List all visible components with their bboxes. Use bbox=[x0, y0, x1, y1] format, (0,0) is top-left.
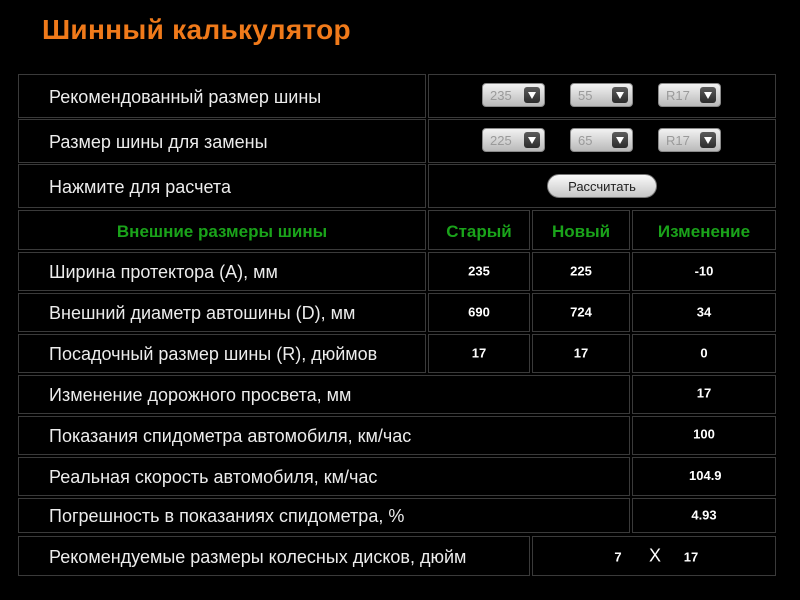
result-label: Реальная скорость автомобиля, км/час bbox=[49, 467, 378, 487]
recommended-label: Рекомендованный размер шины bbox=[49, 87, 322, 107]
header-new: Новый bbox=[551, 222, 611, 241]
rim-row bbox=[18, 536, 530, 576]
row-old-value: 690 bbox=[468, 304, 490, 320]
replacement-select-cell bbox=[428, 119, 776, 163]
result-value-cell bbox=[632, 457, 776, 496]
recommended-profile-value: 55 bbox=[578, 88, 593, 103]
recommended-rim-select[interactable] bbox=[658, 83, 721, 107]
rim-diameter-value: 17 bbox=[683, 549, 699, 565]
page-title: Шинный калькулятор bbox=[42, 14, 351, 45]
calculate-button[interactable]: Рассчитать bbox=[547, 174, 657, 198]
row-change-value: -10 bbox=[694, 263, 714, 279]
result-value: 17 bbox=[696, 385, 712, 401]
chevron-down-icon bbox=[700, 132, 716, 148]
replacement-label-cell bbox=[18, 119, 426, 163]
chevron-down-icon bbox=[700, 87, 716, 103]
replacement-profile-value: 65 bbox=[578, 133, 593, 148]
header-old: Старый bbox=[446, 222, 512, 241]
result-value: 104.9 bbox=[689, 468, 722, 483]
row-old-value: 17 bbox=[471, 345, 487, 361]
row-new-value: 724 bbox=[570, 304, 592, 320]
row-label: Внешний диаметр автошины (D), мм bbox=[49, 303, 356, 323]
replacement-rim-value: R17 bbox=[666, 133, 690, 148]
row-change-value: 34 bbox=[696, 304, 712, 320]
recommended-select-cell bbox=[428, 74, 776, 118]
result-row bbox=[18, 416, 630, 455]
header-dimensions: Внешние размеры шины bbox=[116, 222, 328, 241]
chevron-down-icon bbox=[524, 87, 540, 103]
result-row bbox=[18, 498, 630, 533]
replacement-width-value: 225 bbox=[490, 133, 512, 148]
table-row bbox=[18, 252, 426, 291]
row-new-value: 225 bbox=[570, 263, 592, 279]
rim-separator: X bbox=[648, 545, 662, 566]
replacement-label: Размер шины для замены bbox=[49, 132, 268, 152]
row-label: Ширина протектора (A), мм bbox=[49, 262, 278, 282]
row-change-value: 0 bbox=[700, 345, 708, 361]
recommended-label-cell bbox=[18, 74, 426, 118]
rim-label: Рекомендуемые размеры колесных дисков, дюйм bbox=[49, 547, 467, 567]
result-row bbox=[18, 457, 630, 496]
result-row bbox=[18, 375, 630, 414]
chevron-down-icon bbox=[524, 132, 540, 148]
rim-width-value: 7 bbox=[614, 549, 622, 565]
replacement-profile-select[interactable] bbox=[570, 128, 633, 152]
recommended-width-select[interactable] bbox=[482, 83, 545, 107]
table-row bbox=[18, 293, 426, 332]
result-label: Показания спидометра автомобиля, км/час bbox=[49, 426, 412, 446]
row-new-value: 17 bbox=[573, 345, 589, 361]
row-old-value: 235 bbox=[468, 263, 490, 279]
replacement-width-select[interactable] bbox=[482, 128, 545, 152]
chevron-down-icon bbox=[612, 132, 628, 148]
result-value: 4.93 bbox=[691, 507, 717, 523]
chevron-down-icon bbox=[612, 87, 628, 103]
table-row bbox=[18, 334, 426, 373]
result-label: Изменение дорожного просвета, мм bbox=[49, 385, 352, 405]
calc-label: Нажмите для расчета bbox=[49, 177, 231, 197]
header-change: Изменение bbox=[657, 222, 751, 241]
result-value: 100 bbox=[693, 426, 715, 442]
row-label: Посадочный размер шины (R), дюймов bbox=[49, 344, 378, 364]
recommended-rim-value: R17 bbox=[666, 88, 690, 103]
recommended-profile-select[interactable] bbox=[570, 83, 633, 107]
recommended-width-value: 235 bbox=[490, 88, 512, 103]
replacement-rim-select[interactable] bbox=[658, 128, 721, 152]
calc-label-cell bbox=[18, 164, 426, 208]
result-label: Погрешность в показаниях спидометра, % bbox=[49, 506, 405, 526]
